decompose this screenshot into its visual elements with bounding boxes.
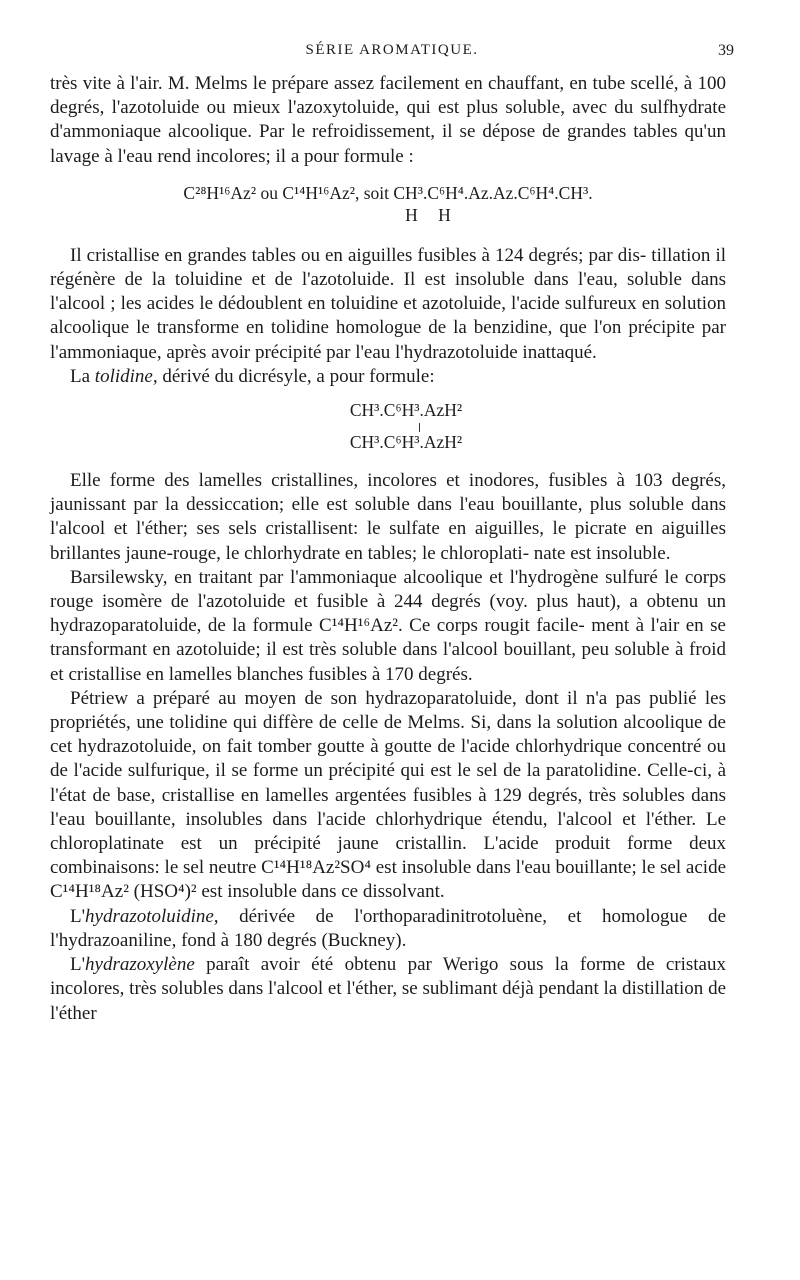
paragraph-tolidine-properties <box>50 469 726 566</box>
text-line: Pétriew a préparé au moyen de son hydrazoparatoluide, dont il n'a pas publié <box>70 687 697 709</box>
text-line: ment à l'air en se transformant en azotoluide; il est très soluble dans l'alcool <box>50 615 726 661</box>
paragraph-barsilewsky <box>50 566 726 687</box>
text-line: la benzidine, que l'on précipite par l'ammoniaque, après avoir précipité par <box>50 317 726 363</box>
text-line: tillation il régénère de la toluidine et de l'azotoluide. Il est insoluble dans <box>50 244 727 291</box>
text-line: obtenu un hydrazoparatoluide, de la formule C¹⁴H¹⁶Az². Ce corps rougit facile- <box>50 591 727 637</box>
paragraph-crystallisation <box>50 244 726 365</box>
text-line: chlorhydrique concentré ou de l'acide sulfurique, il se forme un précipité qui <box>50 736 727 782</box>
text-run: L' <box>70 954 86 976</box>
text-line: dans l'alcool et l'éther; ses sels cristallisent: le sulfate en aiguilles, le picrate <box>50 494 726 540</box>
running-head: SÉRIE AROMATIQUE. <box>305 42 479 58</box>
text-line: incolores, très solubles dans l'alcool et l'éther, se sublimant déjà pendant la <box>50 978 618 1000</box>
text-line: très vite à l'air. M. Melms le prépare assez facilement en chauffant, en tube <box>50 73 626 94</box>
text-line: neutre C¹⁴H¹⁸Az²SO⁴ est insoluble dans l'eau bouillante; le sel acide C¹⁴H¹⁸Az² <box>50 857 726 903</box>
page-header <box>50 42 734 66</box>
text-line: Barsilewsky, en traitant par l'ammoniaque alcoolique et l'hydrogène sulfuré <box>70 566 658 588</box>
paragraph-tolidine-intro <box>50 365 726 389</box>
paragraph-hydrazoxylene <box>50 953 726 1026</box>
text-line: en aiguilles brillantes jaune-rouge, le chlorhydrate en tables; le chloroplati- <box>50 518 726 564</box>
text-line: Il cristallise en grandes tables ou en aiguilles fusibles à 124 degrés; par dis- <box>70 244 647 266</box>
paragraph-hydrazotoluidine <box>50 905 726 953</box>
formula-tolidine-line1: CH³.C⁶H³.AzH² <box>349 400 463 421</box>
paragraph-petriew <box>50 687 726 905</box>
text-line: avec du sulfhydrate d'ammoniaque alcoolique. Par le refroidissement, il se <box>50 97 727 143</box>
text-line: les propriétés, une tolidine qui diffère de celle de Melms. Si, dans la solution <box>50 687 726 734</box>
text-line: l'acide sulfureux en solution alcoolique le transforme en tolidine homologue de <box>50 293 726 339</box>
text-line: argentées fusibles à 129 degrés, très solubles dans l'eau bouillante, insolubles <box>50 784 726 830</box>
text-line: bouillant, peu soluble à froid et cristallise en lamelles blanches fusibles à <box>50 639 726 685</box>
paragraph-melms-preparation <box>50 72 726 169</box>
text-line: jaunissant par la dessiccation; elle est soluble dans l'eau bouillante, plus soluble <box>50 494 684 516</box>
text-run: L' <box>70 905 86 927</box>
term-tolidine: tolidine, <box>94 365 158 387</box>
term-hydrazoxylene: hydrazoxylène <box>85 954 195 976</box>
text-line: l'eau, soluble dans l'alcool ; les acides le dédoublent en toluidine et azotoluide, <box>50 269 726 315</box>
formula-hydrazotoluide-hydrogens: H H <box>405 204 459 225</box>
text-line: est le sel de la paratolidine. Celle-ci, à l'état de base, cristallise en lamelles <box>50 760 727 806</box>
text-line: dépose de grandes tables qu'un lavage à l'eau rend incolores; il a pour formule : <box>50 121 726 167</box>
text-line: le corps rouge isomère de l'azotoluide et fusible à 244 degrés (voy. plus haut), a <box>50 566 726 613</box>
text-line: Elle forme des lamelles cristallines, incolores et inodores, fusibles à 103 degrés, <box>70 470 726 492</box>
text-line: précipité jaune cristallin. L'acide produit forme deux combinaisons: le sel <box>50 833 727 879</box>
formula-bond-line <box>50 423 726 431</box>
text-line: dérivée de l'orthoparadinitrotoluène, et homologue de <box>218 905 726 927</box>
text-line: nate est insoluble. <box>533 542 671 564</box>
text-line: alcoolique de cet hydrazotoluide, on fait tomber goutte à goutte de l'acide <box>50 712 726 758</box>
text-run: dérivé du dicrésyle, a pour formule: <box>157 365 435 387</box>
text-line: scellé, à 100 degrés, l'azotoluide ou mieux l'azoxytoluide, qui est plus soluble, <box>50 73 727 119</box>
text-line: 170 degrés. <box>385 663 473 685</box>
formula-tolidine-line2: CH³.C⁶H³.AzH² <box>349 432 463 453</box>
text-line: paraît avoir été obtenu par Werigo sous la forme de cristaux <box>194 954 726 976</box>
text-line: distillation de l'éther <box>50 978 727 1024</box>
text-line: l'hydrazoaniline, fond à 180 degrés (Buckney). <box>50 929 407 951</box>
text-run: La <box>70 365 95 387</box>
term-hydrazotoluidine: hydrazotoluidine, <box>85 905 219 927</box>
formula-hydrazotoluide: C²⁸H¹⁶Az² ou C¹⁴H¹⁶Az², soit CH³.C⁶H⁴.Az.Az.C⁶H⁴.CH³. <box>183 182 593 203</box>
text-line: dans l'acide chlorhydrique étendu, l'alcool et l'éther. Le chloroplatinate est un <box>50 808 727 855</box>
text-line: (HSO⁴)² est insoluble dans ce dissolvant. <box>133 881 445 903</box>
page-number: 39 <box>718 42 734 59</box>
body-text <box>50 72 726 1026</box>
text-line: l'eau l'hydrazotoluide inattaqué. <box>355 341 597 363</box>
